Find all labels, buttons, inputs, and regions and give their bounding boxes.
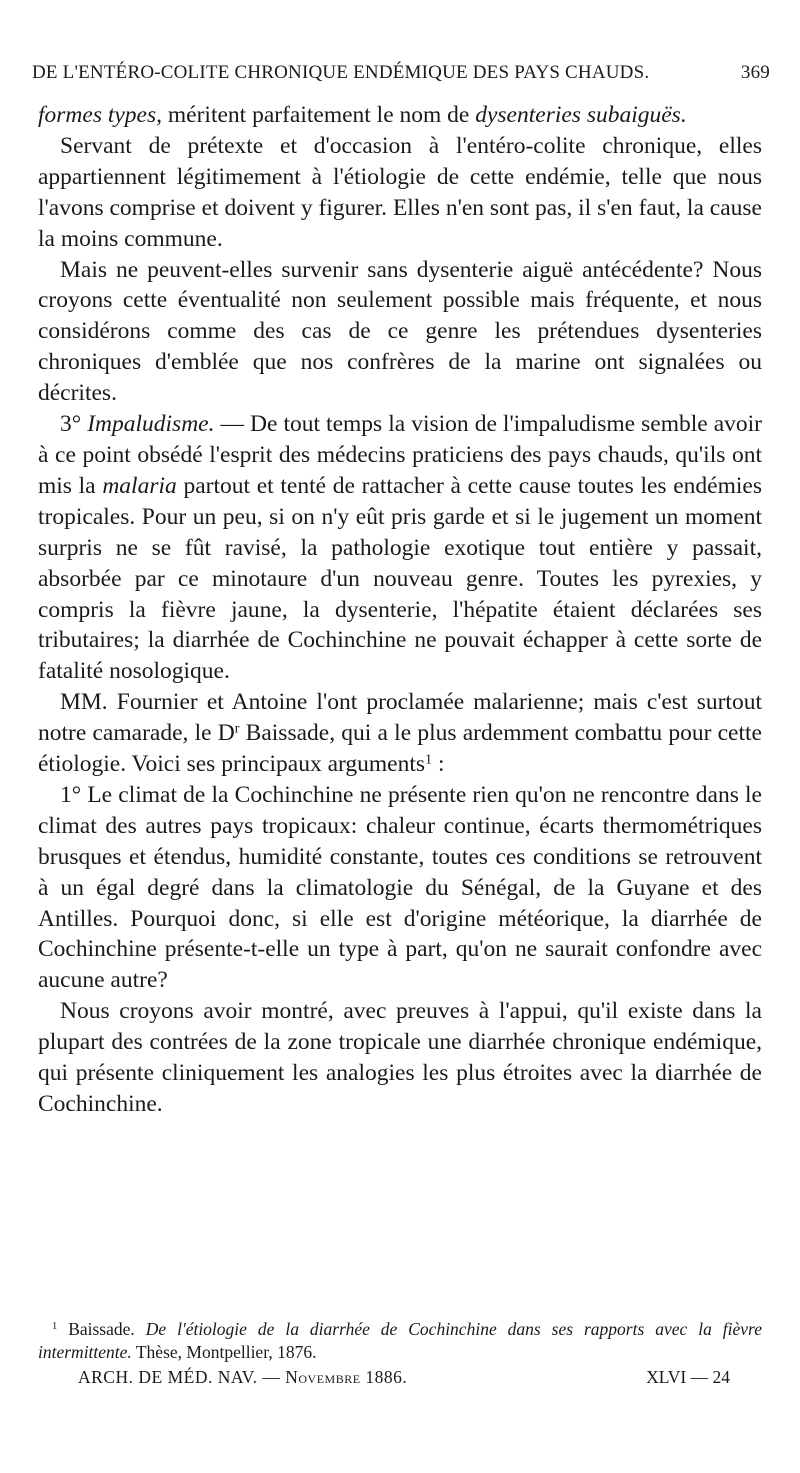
footnote-author: Baissade. [57,1319,146,1339]
footer-journal: ARCH. DE MÉD. NAV. — Novembre 1886. [78,1367,408,1387]
footnote-ref: 1 [425,751,433,768]
footnote-title: De l'étiologie de la diarrhée de Cochinchine dans ses rapports avec la fièvre intermittente. [38,1319,762,1362]
paragraph-2: Servant de prétexte et d'occasion à l'entéro-colite chronique, elles appartiennent légitimement à l'étiologie de cette endémie, telle que nous l'avons comprise et doivent y figurer. Elles n'en sont pas, il s'en faut, la cause la moins commune. [38,132,762,252]
footnote [38,1318,762,1364]
page-footer [78,1367,730,1388]
footer-volume: XLVI — 24 [646,1367,730,1387]
paragraph-4 [38,409,762,687]
text-italic: formes types, [38,102,163,128]
text-run: partout et tenté de rattacher à cette cause toutes les endémies tropicales. Pour un peu, si on n'y eût pris garde et si le jugement un moment surpris ne se fût ravisé, la pathologie exotique tout entière y passait, absorbée par ce minotaure d'un nouveau genre. Toutes les pyrexies, y compris la fièvre jaune, la dysenterie, l'hépatite étaient déclarées ses tributaires; la diarrhée de Cochinchine ne pouvait échapper à cette sorte de fatalité nosologique. [38,472,762,685]
text-italic: dysenteries subaiguës. [475,102,687,128]
footnote-marker: 1 [52,1321,58,1333]
footnote-rest: Thèse, Montpellier, 1876. [131,1342,317,1362]
section-number: 3° [60,411,88,438]
text-run: — De tout temps la vision de l'impaludisme semble avoir à ce point obsédé l'esprit des médecins praticiens des pays chauds, qu'ils ont mis la [38,411,762,499]
text-run: : [432,751,445,778]
text-run: Baissade, qui a le plus ardemment combattu pour cette étiologie. Voici ses principaux arguments [38,720,762,778]
page-number: 369 [740,62,770,83]
running-header [32,62,770,84]
superscript: r [234,720,240,737]
text-run: MM. Fournier et Antoine l'ont proclamée malarienne; mais c'est surtout notre camarade, le D [38,689,762,747]
paragraph-3: Mais ne peuvent-elles survenir sans dysenterie aiguë antécédente? Nous croyons cette éventualité non seulement possible mais fréquente, et nous considérons comme des cas de ce genre les prétendues dysenteries chroniques d'emblée que nos confrères de la marine ont signalées ou décrites. [38,256,762,407]
paragraph-7: Nous croyons avoir montré, avec preuves à l'appui, qu'il existe dans la plupart des contrées de la zone tropicale une diarrhée chronique endémique, qui présente cliniquement les analogies les plus étroites avec la diarrhée de Cochinchine. [38,998,762,1117]
paragraph-6: 1° Le climat de la Cochinchine ne présente rien qu'on ne rencontre dans le climat des autres pays tropicaux: chaleur continue, écarts thermométriques brusques et étendus, humidité constante, toutes ces conditions se retrouvent à un égal degré dans la climatologie du Sénégal, de la Guyane et des Antilles. Pourquoi donc, si elle est d'origine météorique, la diarrhée de Cochinchine présente-t-elle un type à part, qu'on ne saurait confondre avec aucune autre? [38,781,762,994]
main-text [38,100,762,1120]
text-run: méritent parfaitement le nom de [162,102,476,128]
header-title: DE L'ENTÉRO-COLITE CHRONIQUE ENDÉMIQUE DES PAYS CHAUDS. [32,62,650,83]
section-title: Impaludisme. [87,411,215,438]
paragraph-5 [38,687,762,780]
text-italic: malaria [102,472,177,499]
paragraph-1 [38,100,762,131]
